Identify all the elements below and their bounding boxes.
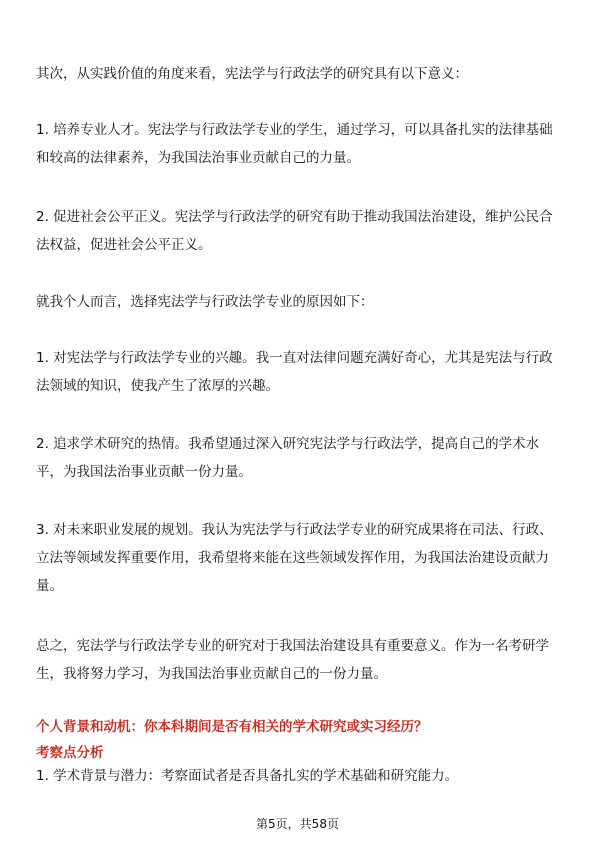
paragraph-reason-2-research: 2. 追求学术研究的热情。我希望通过深入研究宪法学与行政法学，提高自己的学术水平，为我国法治事业贡献一份力量。 — [36, 436, 540, 480]
paragraph-personal-reasons-intro: 就我个人而言，选择宪法学与行政法学专业的原因如下： — [36, 294, 374, 310]
paragraph-reason-1-interest: 1. 对宪法学与行政法学专业的兴趣。我一直对法律问题充满好奇心，尤其是宪法与行政法领域的知识，使我产生了浓厚的兴趣。 — [36, 350, 553, 394]
paragraph-practical-value-intro: 其次，从实践价值的角度来看，宪法学与行政法学的研究具有以下意义： — [36, 66, 468, 82]
page-number-footer: 第5页，共58页 — [256, 817, 339, 831]
paragraph-point-1-talent: 1. 培养专业人才。宪法学与行政法学专业的学生，通过学习，可以具备扎实的法律基础和较高的法律素养，为我国法治事业贡献自己的力量。 — [36, 122, 553, 166]
question-heading: 个人背景和动机：你本科期间是否有相关的学术研究或实习经历？ — [36, 719, 428, 735]
analysis-item-1: 1. 学术背景与潜力：考察面试者是否具备扎实的学术基础和研究能力。 — [36, 768, 459, 784]
paragraph-reason-3-career: 3. 对未来职业发展的规划。我认为宪法学与行政法学专业的研究成果将在司法、行政、立法等领域发挥重要作用，我希望将来能在这些领域发挥作用，为我国法治建设贡献力量。 — [36, 522, 553, 594]
paragraph-point-2-justice: 2. 促进社会公平正义。宪法学与行政法学的研究有助于推动我国法治建设，维护公民合法权益，促进社会公平正义。 — [36, 209, 553, 253]
analysis-heading: 考察点分析 — [36, 745, 104, 761]
paragraph-conclusion: 总之，宪法学与行政法学专业的研究对于我国法治建设具有重要意义。作为一名考研学生，我将努力学习，为我国法治事业贡献自己的一份力量。 — [36, 638, 549, 682]
